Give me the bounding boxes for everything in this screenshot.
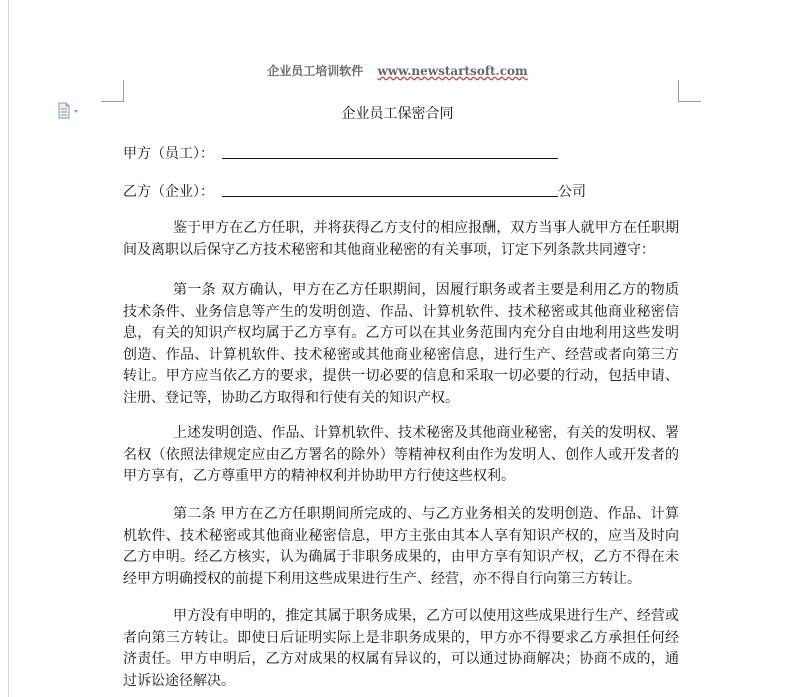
party-a-label: 甲方（员工）： — [123, 146, 214, 162]
party-b-label: 乙方（企业）： — [123, 184, 214, 200]
party-a-underline[interactable] — [222, 158, 558, 159]
party-b-underline[interactable] — [222, 196, 558, 197]
header-company: 企业员工培训软件 — [267, 64, 364, 78]
paragraph-article-1-cont: 上述发明创造、作品、计算机软件、技术秘密及其他商业秘密，有关的发明权、署名权（依照法律规定应由乙方署名的除外）等精神权利由作为发明人、创作人或开发者的甲方享有，乙方尊重甲方的精神权利并协助甲方行使这些权利。 — [123, 425, 679, 485]
paragraph-preamble: 鉴于甲方在乙方任职，并将获得乙方支付的相应报酬，双方当事人就甲方在任职期间及离职以后保守乙方技术秘密和其他商业秘密的有关事项，订定下列条款共同遵守： — [123, 220, 679, 258]
party-a-field — [123, 143, 214, 163]
paragraph-article-1: 第一条 双方确认，甲方在乙方任职期间，因履行职务或者主要是利用乙方的物质技术条件、业务信息等产生的发明创造、作品、计算机软件、技术秘密或其他商业秘密信息，有关的知识产权均属于乙方享有。乙方可以在其业务范围内充分自由地利用这些发明创造、作品、计算机软件、技术秘密或其他商业秘密信息，进行生产、经营或者向第三方转让。甲方应当依乙方的要求，提供一切必要的信息和采取一切必要的行动，包括申请、注册、登记等，协助乙方取得和行使有关的知识产权。 — [123, 282, 679, 406]
paragraph-article-2: 第二条 甲方在乙方任职期间所完成的、与乙方业务相关的发明创造、作品、计算机软件、技术秘密或其他商业秘密信息，甲方主张由其本人享有知识产权的，应当及时向乙方申明。经乙方核实，认为确属于非职务成果的，由甲方享有知识产权，乙方不得在未经甲方明确授权的前提下利用这些成果进行生产、经营，亦不得自行向第三方转让。 — [123, 506, 679, 587]
header-url: www.newstartsoft.com — [377, 64, 528, 78]
crop-mark-top-right-v — [678, 80, 679, 102]
crop-mark-top-left-h — [101, 101, 124, 102]
party-b-field — [123, 181, 586, 201]
document-title: 企业员工保密合同 — [341, 106, 454, 122]
page-header — [0, 62, 795, 79]
party-b-suffix: 公司 — [558, 184, 586, 200]
crop-mark-top-left-v — [123, 80, 124, 102]
crop-mark-top-right-h — [678, 101, 701, 102]
paragraph-article-2-cont: 甲方没有申明的，推定其属于职务成果，乙方可以使用这些成果进行生产、经营或者向第三方转让。即使日后证明实际上是非职务成果的，甲方亦不得要求乙方承担任何经济责任。甲方申明后，乙方对成果的权属有异议的，可以通过协商解决；协商不成的，通过诉讼途径解决。 — [123, 608, 679, 689]
